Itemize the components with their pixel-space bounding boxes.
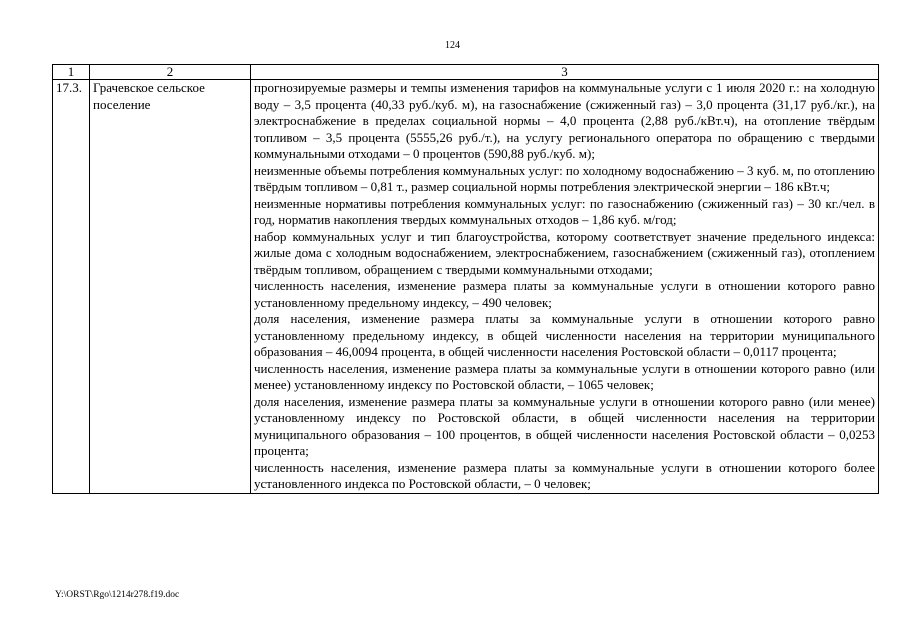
row-number: 17.3.: [53, 80, 90, 494]
paragraph-population-above: численность населения, изменение размера платы за коммунальные услуги в отношении которого более установленного индекса по Ростовской области, – 0 человек;: [254, 459, 875, 491]
table-row: [53, 80, 879, 494]
paragraph-tariffs: прогнозируемые размеры и темпы изменения тарифов на коммунальные услуги с 1 июля 2020 г.: на холодную воду – 3,5 процента (40,33 руб./куб. м), на газоснабжение (сжиженный газ) – 3,0 процента (31,17 руб./кг.), на электроснабжение в пределах социальной нормы – 4,0 процента (2,88 руб./кВт.ч), на отопление твёрдым топливом – 3,5 процента (5555,26 руб./т.), на услугу регионального оператора по обращению с твердыми коммунальными отходами – 0 процентов (590,88 руб./куб. м);: [254, 80, 875, 161]
header-col-3: 3: [251, 65, 879, 80]
paragraph-norms: неизменные нормативы потребления коммунальных услуг: по газоснабжению (сжиженный газ) – 30 кг./чел. в год, норматив накопления твердых коммунальных отходов – 1,86 куб. м/год;: [254, 195, 875, 227]
paragraph-population-limit: численность населения, изменение размера платы за коммунальные услуги в отношении которого равно установленному предельному индексу, – 490 человек;: [254, 278, 875, 310]
page-number: 124: [445, 40, 460, 51]
paragraph-share-limit: доля населения, изменение размера платы за коммунальные услуги в отношении которого равно установленному предельному индексу, в общей численности населения на территории муниципального образования – 46,0094 процента, в общей численности населения Ростовской области – 0,0117 процента;: [254, 311, 875, 359]
paragraph-service-set: набор коммунальных услуг и тип благоустройства, которому соответствует значение предельного индекса: жилые дома с холодным водоснабжением, электроснабжением, газоснабжением (сжиженный газ), отоплением твёрдым топливом, обращением с твердыми коммунальными отходами;: [254, 228, 875, 277]
header-col-1: 1: [53, 65, 90, 80]
tariff-table: [52, 64, 879, 494]
paragraph-volumes: неизменные объемы потребления коммунальных услуг: по холодному водоснабжению – 3 куб. м, по отоплению твёрдым топливом – 0,81 т., размер социальной нормы потребления электрической энергии – 186 кВт.ч;: [254, 162, 875, 194]
paragraph-population-regional: численность населения, изменение размера платы за коммунальные услуги в отношении которого равно (или менее) установленному индексу по Ростовской области, – 1065 человек;: [254, 360, 875, 392]
file-path-footer: Y:\ORST\Rgo\1214r278.f19.doc: [55, 590, 180, 600]
row-content: [251, 80, 879, 494]
header-col-2: 2: [90, 65, 251, 80]
paragraph-share-regional: доля населения, изменение размера платы за коммунальные услуги в отношении которого равно (или менее) установленному индексу по Ростовской области, в общей численности населения на территории муниципального образования – 100 процентов, в общей численности населения Ростовской области – 0,0253 процента;: [254, 393, 875, 458]
table-header-row: [53, 65, 879, 80]
settlement-name: Грачевское сельское поселение: [90, 80, 251, 494]
